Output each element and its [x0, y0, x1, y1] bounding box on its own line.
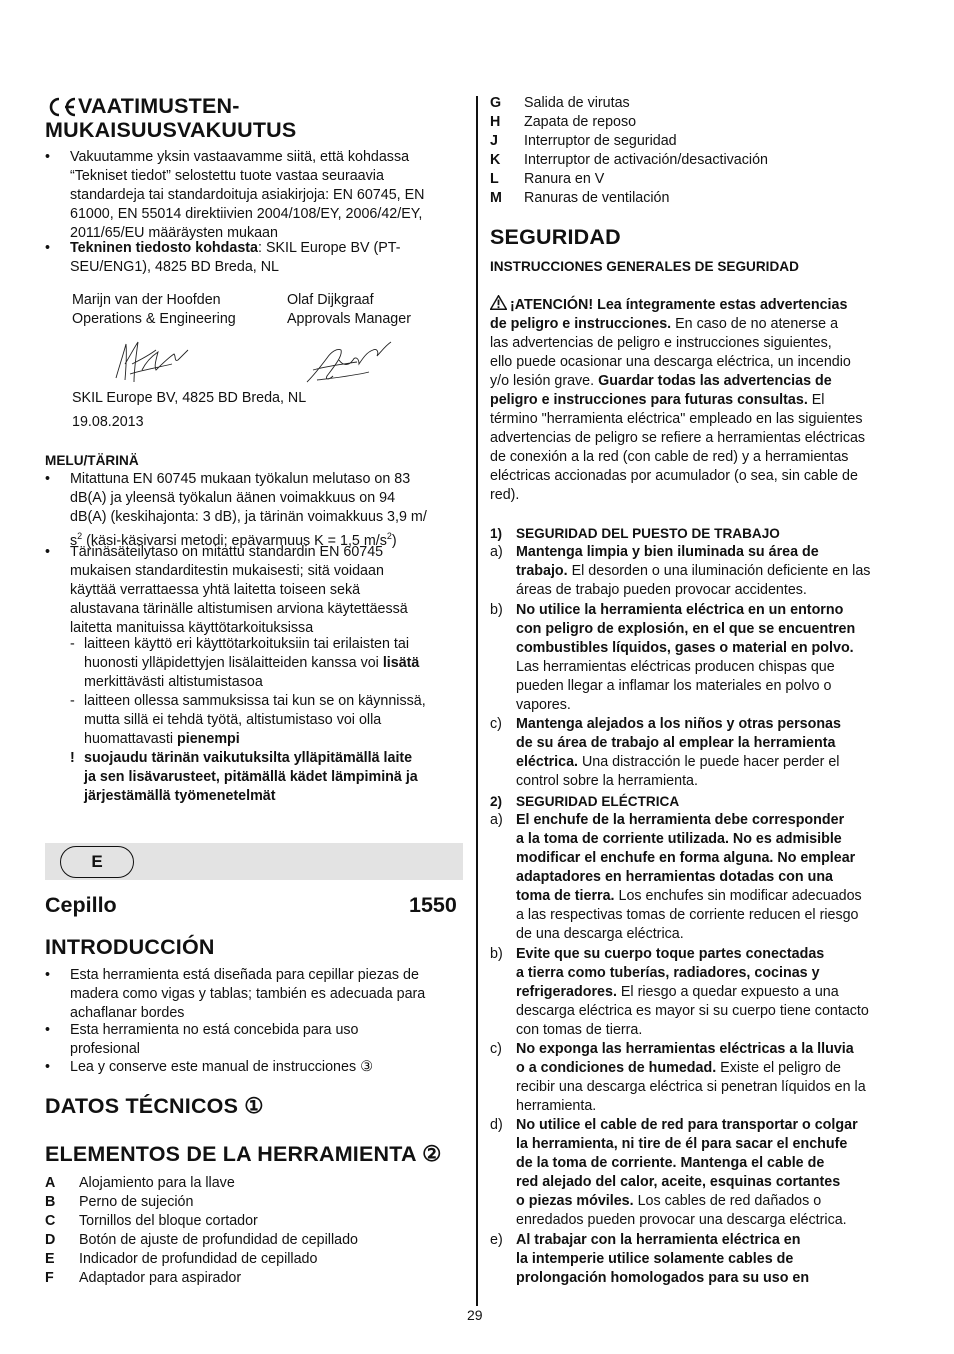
list-item: G Salida de virutas — [490, 95, 630, 111]
list-item: E Indicador de profundidad de cepillado — [45, 1251, 318, 1267]
conformity-title-line2: MUKAISUUSVAKUUTUS — [45, 118, 297, 142]
list-item: H Zapata de reposo — [490, 114, 637, 130]
tool-elements-list-right — [490, 94, 910, 208]
noise-title: MELU/TÄRINÄ — [45, 453, 139, 468]
list-item: C Tornillos del bloque cortador — [45, 1213, 258, 1229]
section-2-title: SEGURIDAD ELÉCTRICA — [516, 794, 680, 809]
general-safety-title: INSTRUCCIONES GENERALES DE SEGURIDAD — [490, 259, 799, 274]
list-item: D Botón de ajuste de profundidad de cepillado — [45, 1232, 359, 1248]
signature-1-icon — [112, 334, 192, 386]
attention-paragraph: ¡ATENCIÓN! Lea íntegramente estas advertencias de peligro e instrucciones. En caso de no atenerse a las advertencias de peligro e instrucciones siguientes, ello puede ocasionar una descarga eléctrica, un incendio y/o lesión grave. Guardar todas las advertencias de peligro e instrucciones para futuras consultas. El término "herramienta eléctrica" empleado en las siguientes advertencias de peligro se refiere a herramientas eléctricas de conexión a la red (con cable de red) y a herramientas eléctricas accionadas por acumulador (o sea, sin cable de red). — [490, 297, 866, 503]
signatory-1: Marijn van der Hoofden Operations & Engineering — [72, 292, 236, 327]
product-name: Cepillo — [45, 893, 117, 917]
list-item: L Ranura en V — [490, 171, 605, 187]
conformity-title-line1: VAATIMUSTEN- — [78, 94, 240, 118]
signature-2-icon — [303, 336, 395, 388]
section-1-title: SEGURIDAD DEL PUESTO DE TRABAJO — [516, 526, 780, 541]
list-item: J Interruptor de seguridad — [490, 133, 677, 149]
list-item: B Perno de sujeción — [45, 1194, 194, 1210]
company-address: SKIL Europe BV, 4825 BD Breda, NL — [72, 390, 307, 406]
list-item: K Interruptor de activación/desactivación — [490, 152, 768, 168]
product-model: 1550 — [409, 893, 457, 917]
list-item: M Ranuras de ventilación — [490, 190, 670, 206]
list-item: A Alojamiento para la llave — [45, 1175, 235, 1191]
language-badge: E — [60, 846, 134, 878]
signatory-2: Olaf Dijkgraaf Approvals Manager — [287, 292, 411, 327]
safety-title: SEGURIDAD — [490, 225, 621, 249]
list-item: F Adaptador para aspirador — [45, 1270, 242, 1286]
tool-elements-list-left — [45, 1174, 465, 1288]
column-divider — [476, 96, 478, 1306]
tool-elements-title: ELEMENTOS DE LA HERRAMIENTA ② — [45, 1142, 442, 1166]
page-number: 29 — [467, 1307, 483, 1323]
tech-data-title: DATOS TÉCNICOS ① — [45, 1094, 264, 1118]
section-1-number: 1) — [490, 526, 503, 541]
ce-mark-icon — [45, 96, 79, 118]
intro-title: INTRODUCCIÓN — [45, 935, 215, 959]
warning-triangle-icon — [490, 295, 507, 310]
section-2-number: 2) — [490, 794, 503, 809]
declaration-date: 19.08.2013 — [72, 414, 144, 430]
